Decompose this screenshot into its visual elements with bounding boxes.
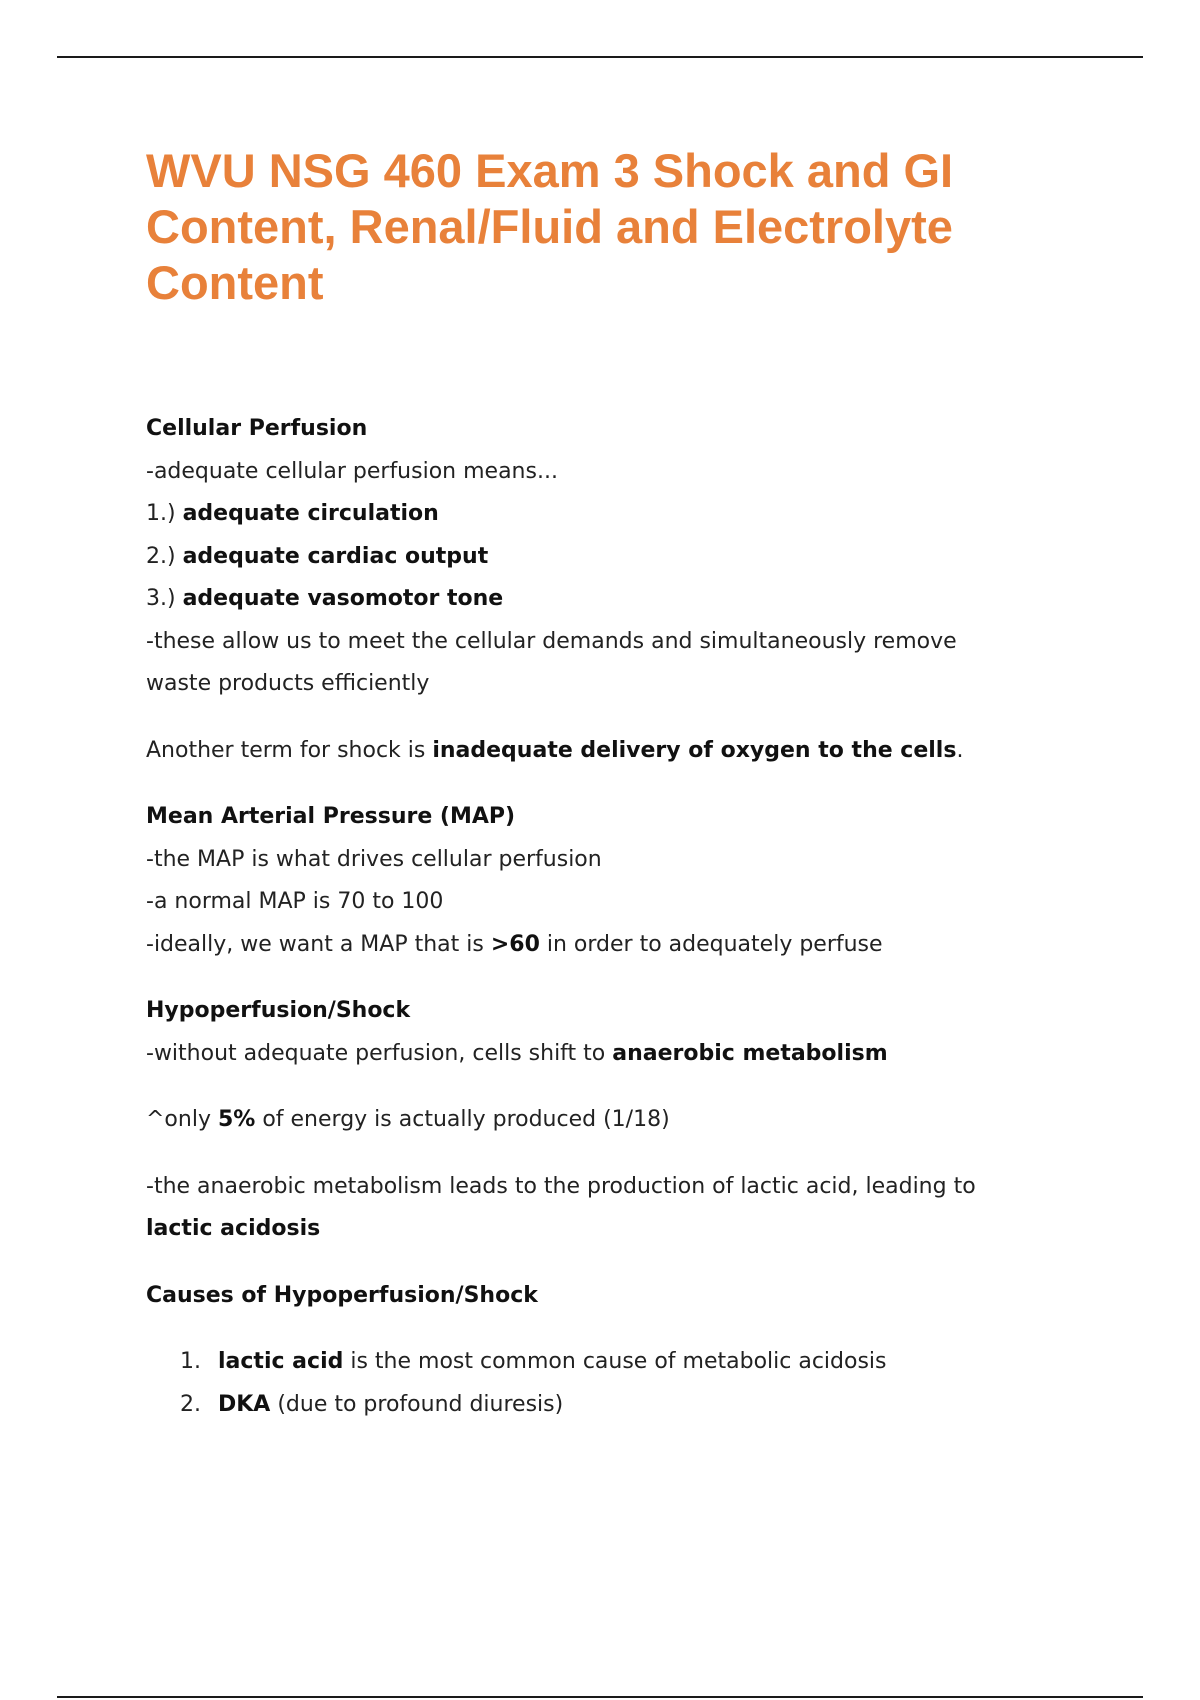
list-item-text: adequate circulation: [182, 501, 439, 526]
section-hypoperfusion-shock: [146, 990, 1046, 1075]
section-heading: Cellular Perfusion: [146, 416, 368, 441]
section-heading: Causes of Hypoperfusion/Shock: [146, 1282, 538, 1308]
section-heading: Hypoperfusion/Shock: [146, 998, 411, 1023]
paragraph-line: -a normal MAP is 70 to 100: [146, 889, 444, 914]
text-run: ^only: [146, 1107, 218, 1132]
paragraph-lactic-acidosis: [146, 1166, 1026, 1251]
section-causes: [146, 1275, 1046, 1427]
list-item-number: 1.: [180, 1349, 201, 1374]
paragraph-line: [146, 924, 1046, 967]
paragraph-line: -the MAP is what drives cellular perfusion: [146, 846, 602, 872]
emphasis-text: >60: [490, 931, 540, 957]
list-item: [146, 493, 1046, 536]
paragraph-line: [146, 1033, 1046, 1076]
list-item: [146, 578, 1046, 621]
list-item-text: adequate cardiac output: [182, 543, 489, 569]
list-item-text: adequate vasomotor tone: [182, 586, 504, 611]
document-title: WVU NSG 460 Exam 3 Shock and GI Content, Renal/Fluid and Electrolyte Content: [146, 144, 954, 309]
text-run: Another term for shock is: [146, 737, 433, 763]
bottom-rule: [57, 1696, 1143, 1698]
emphasis-text: 5%: [217, 1107, 256, 1132]
list-item-number: 1.): [146, 501, 176, 526]
text-run: is the most common cause of metabolic acidosis: [343, 1349, 887, 1374]
text-run: .: [956, 737, 964, 763]
list-item: [146, 1384, 1046, 1427]
text-run: of energy is actually produced (1/18): [255, 1107, 670, 1132]
emphasis-text: inadequate delivery of oxygen to the cells: [432, 737, 957, 763]
emphasis-text: DKA: [218, 1391, 271, 1417]
list-item-number: 2.): [146, 543, 176, 569]
section-cellular-perfusion: [146, 408, 1046, 706]
section-mean-arterial-pressure: [146, 796, 1046, 966]
emphasis-text: anaerobic metabolism: [612, 1040, 888, 1066]
list-item-number: 3.): [146, 586, 176, 611]
text-run: -ideally, we want a MAP that is: [146, 931, 491, 957]
list-item-number: 2.: [180, 1391, 201, 1417]
top-rule: [57, 56, 1143, 58]
list-item: [146, 1341, 1046, 1384]
causes-list: [146, 1341, 1046, 1426]
document-page: [146, 143, 1046, 1426]
paragraph-line: -adequate cellular perfusion means...: [146, 458, 558, 484]
emphasis-text: lactic acid: [218, 1349, 344, 1374]
paragraph-shock-term: [146, 730, 1046, 773]
text-run: in order to adequately perfuse: [539, 931, 883, 957]
text-run: -without adequate perfusion, cells shift to: [146, 1040, 613, 1066]
text-run: -the anaerobic metabolism leads to the production of lactic acid, leading to: [146, 1173, 976, 1199]
text-run: (due to profound diuresis): [270, 1391, 564, 1417]
list-item: [146, 536, 1046, 579]
section-heading: Mean Arterial Pressure (MAP): [146, 804, 516, 829]
emphasis-text: lactic acidosis: [146, 1216, 321, 1241]
paragraph-line: -these allow us to meet the cellular demands and simultaneously remove waste products efficiently: [146, 628, 957, 696]
paragraph-energy: [146, 1099, 1046, 1142]
